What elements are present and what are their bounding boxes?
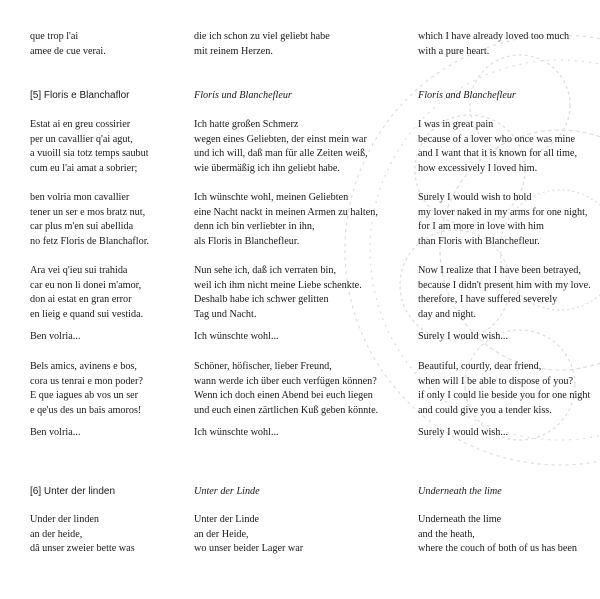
verse-line: and I want that it is known for all time, <box>418 148 578 160</box>
stanza <box>194 30 374 59</box>
verse-line: e qe'us des un bais amoros! <box>30 404 142 416</box>
verse-line: en lieig e quand sui vestida. <box>30 308 144 320</box>
song-heading: Unter der Linde <box>194 486 260 497</box>
stanza <box>30 118 210 176</box>
verse-line: a vuoill sia totz temps saubut <box>30 148 149 160</box>
verse-line: que trop l'ai <box>30 31 79 42</box>
song-heading: [6] Unter der linden <box>30 486 116 497</box>
stanza <box>418 30 593 59</box>
stanza <box>194 118 374 176</box>
stanza <box>30 30 210 59</box>
verse-line: Ben volria... <box>30 331 81 342</box>
verse-line: E que iagues ab vos un ser <box>30 390 139 402</box>
verse-line: und euch einen zärtlichen Kuß geben könnte. <box>194 404 379 416</box>
verse-line: Ara vei q'ieu sui trahida <box>30 265 128 276</box>
verse-line: Ich wünschte wohl... <box>194 427 279 438</box>
verse-line: Surely I would wish to hold <box>418 192 532 203</box>
stanza <box>194 264 374 322</box>
verse-line: Underneath the lime <box>418 514 502 525</box>
refrain <box>418 426 593 441</box>
verse-line: because I didn't present him with my love. <box>418 279 591 291</box>
stanza <box>418 360 593 418</box>
verse-line: cum eu l'ai amat a sobrier; <box>30 162 138 174</box>
verse-line: my lover naked in my arms for one night, <box>418 206 588 218</box>
song-heading: Floris and Blanchefleur <box>418 90 516 101</box>
verse-line: don ai estat en gran error <box>30 294 132 306</box>
verse-line: Surely I would wish... <box>418 331 508 342</box>
verse-line: with a pure heart. <box>418 45 490 57</box>
stanza <box>418 191 593 249</box>
stanza <box>30 360 210 418</box>
verse-line: Ben volria... <box>30 427 81 438</box>
verse-line: which I have already loved too much <box>418 31 570 42</box>
verse-line: than Floris with Blanchefleur. <box>418 235 540 247</box>
verse-line: wie übermäßig ich ihn geliebt habe. <box>194 162 340 174</box>
verse-line: no fetz Floris de Blanchaflor. <box>30 235 150 247</box>
verse-line: Beautiful, courtly, dear friend, <box>418 361 542 372</box>
verse-line: per un cavallier q'ai agut, <box>30 133 133 145</box>
stanza <box>418 264 593 322</box>
refrain <box>418 330 593 345</box>
verse-line: when will I be able to dispose of you? <box>418 375 574 387</box>
verse-line: an der heide, <box>30 528 83 540</box>
verse-line: wo unser beider Lager war <box>194 543 304 555</box>
verse-line: Deshalb habe ich schwer gelitten <box>194 294 329 306</box>
stanza <box>194 360 379 418</box>
verse-line: tener un ser e mos bratz nut, <box>30 206 146 218</box>
refrain <box>30 330 210 345</box>
verse-line: denn ich bin verliebter in ihn, <box>194 221 315 233</box>
verse-line: mit reinem Herzen. <box>194 45 273 57</box>
verse-line: Wenn ich doch einen Abend bei euch liegen <box>194 390 373 402</box>
verse-line: wegen eines Geliebten, der einst mein war <box>194 133 367 145</box>
verse-line: als Floris in Blanchefleur. <box>194 235 300 247</box>
verse-line: Surely I would wish... <box>418 427 508 438</box>
verse-line: for I am more in love with him <box>418 221 544 233</box>
verse-line: if only I could lie beside you for one night <box>418 390 591 402</box>
verse-line: an der Heide, <box>194 528 249 540</box>
song-heading: Floris und Blanchefleur <box>194 90 292 101</box>
song-heading: [5] Floris e Blanchaflor <box>30 90 130 101</box>
verse-line: Ich wünschte wohl, meinen Geliebten <box>194 192 349 203</box>
verse-line: eine Nacht nackt in meinen Armen zu halten, <box>194 206 378 218</box>
verse-line: day and night. <box>418 308 477 320</box>
refrain <box>194 426 374 441</box>
verse-line: Under der linden <box>30 514 100 525</box>
stanza <box>30 513 210 557</box>
verse-line: weil ich ihm nicht meine Liebe schenkte. <box>194 279 362 291</box>
stanza <box>30 191 210 249</box>
refrain <box>30 426 210 441</box>
verse-line: Now I realize that I have been betrayed, <box>418 265 581 276</box>
verse-line: Nun sehe ich, daß ich verraten bin, <box>194 265 337 276</box>
verse-line: Bels amics, avinens e bos, <box>30 361 137 372</box>
verse-line: die ich schon zu viel geliebt habe <box>194 31 330 42</box>
refrain <box>194 330 374 345</box>
verse-line: Schöner, höfischer, lieber Freund, <box>194 361 332 372</box>
stanza <box>194 191 378 249</box>
verse-line: dâ unser zweier bette was <box>30 543 135 555</box>
verse-line: cora us tenrai e mon poder? <box>30 375 143 387</box>
verse-line: and could give you a tender kiss. <box>418 404 552 416</box>
verse-line: car plus m'en sui abellida <box>30 221 134 233</box>
verse-line: Ich hatte großen Schmerz <box>194 119 299 130</box>
verse-line: car eu non li donei m'amor, <box>30 279 142 291</box>
song-heading: Underneath the lime <box>418 486 502 497</box>
verse-line: und ich will, daß man für alle Zeiten weiß, <box>194 148 368 160</box>
verse-line: ben volria mon cavallier <box>30 192 130 203</box>
verse-line: how excessively I loved him. <box>418 162 538 174</box>
verse-line: wann werde ich über euch verfügen können? <box>194 375 377 387</box>
verse-line: Ich wünschte wohl... <box>194 331 279 342</box>
verse-line: amee de cue verai. <box>30 45 106 57</box>
stanza <box>418 118 593 176</box>
stanza <box>30 264 210 322</box>
stanza <box>418 513 593 557</box>
verse-line: Tag und Nacht. <box>194 308 257 320</box>
stanza <box>194 513 374 557</box>
verse-line: Unter der Linde <box>194 514 260 525</box>
verse-line: therefore, I have suffered severely <box>418 294 558 306</box>
verse-line: where the couch of both of us has been <box>418 543 577 555</box>
verse-line: because of a lover who once was mine <box>418 133 575 145</box>
verse-line: Estat ai en greu cossirier <box>30 119 131 130</box>
verse-line: I was in great pain <box>418 119 494 130</box>
verse-line: and the heath, <box>418 528 475 540</box>
